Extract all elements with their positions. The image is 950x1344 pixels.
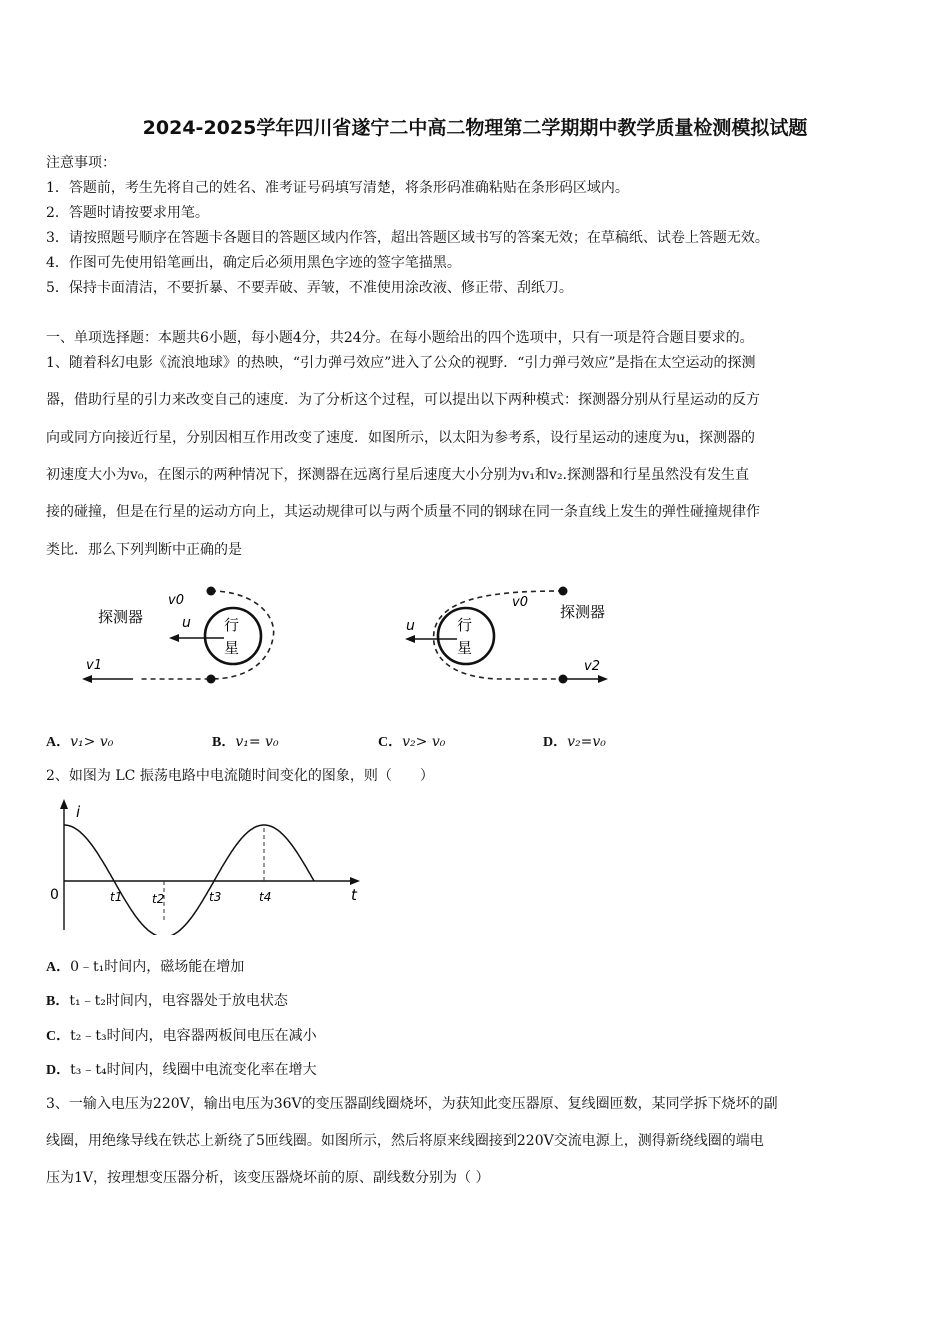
q2-option-c[interactable]: C．t₂﹣t₃时间内，电容器两板间电压在减小 [46, 1028, 317, 1044]
current-curve [64, 825, 314, 935]
slingshot-figure-opposite [78, 580, 288, 695]
q1-option-d[interactable]: D．v₂=v₀ [543, 734, 606, 750]
q3-line: 线圈，用绝缘导线在铁芯上新绕了5匝线圈。如图所示，然后将原来线圈接到220V交流电源上，测得新绕线圈的端电 [46, 1133, 764, 1149]
q1-option-a[interactable]: A．v₁> v₀ [46, 734, 114, 750]
v2-label: v2 [584, 659, 600, 674]
q2-stem: 2、如图为 LC 振荡电路中电流随时间变化的图象，则（ ） [46, 768, 434, 784]
notice-item: 3．请按照题号顺序在答题卡各题目的答题区域内作答，超出答题区域书写的答案无效；在草稿纸、试卷上答题无效。 [46, 230, 769, 246]
t4-label: t4 [259, 890, 272, 904]
slingshot-figure-same [398, 580, 623, 695]
q1-line: 1、随着科幻电影《流浪地球》的热映，“引力弹弓效应”进入了公众的视野．“引力弹弓效应”是指在太空运动的探测 [46, 355, 756, 371]
x-axis-label: t [351, 886, 357, 904]
probe-label: 探测器 [560, 603, 606, 621]
q2-option-d[interactable]: D．t₃﹣t₄时间内，线圈中电流变化率在增大 [46, 1062, 317, 1078]
notice-heading: 注意事项： [46, 155, 116, 171]
t2-label: t2 [152, 892, 165, 906]
q2-option-b[interactable]: B．t₁﹣t₂时间内，电容器处于放电状态 [46, 993, 288, 1009]
q1-option-b[interactable]: B．v₁= v₀ [212, 734, 279, 750]
u-label: u [406, 618, 415, 634]
t1-label: t1 [110, 890, 123, 904]
notice-item: 5．保持卡面清洁，不要折暴、不要弄破、弄皱，不准使用涂改液、修正带、刮纸刀。 [46, 280, 573, 296]
v2-arrowhead [598, 675, 608, 683]
probe-label: 探测器 [98, 608, 144, 626]
t3-label: t3 [209, 890, 222, 904]
q2-option-a[interactable]: A．0﹣t₁时间内，磁场能在增加 [46, 959, 245, 975]
y-axis-label: i [76, 803, 81, 821]
planet-label-bottom: 星 [224, 639, 240, 657]
v1-label: v1 [86, 658, 102, 673]
x-axis-arrowhead [350, 877, 360, 885]
u-arrowhead [405, 635, 415, 643]
lc-current-graph [46, 795, 366, 935]
q1-option-c[interactable]: C．v₂> v₀ [378, 734, 446, 750]
planet-label-bottom: 星 [457, 639, 473, 657]
section-heading: 一、单项选择题：本题共6小题，每小题4分，共24分。在每小题给出的四个选项中，只有一项是符合题目要求的。 [46, 330, 754, 346]
probe-start-dot [207, 587, 216, 596]
u-label: u [182, 615, 191, 631]
q1-line: 接的碰撞，但是在行星的运动方向上，其运动规律可以与两个质量不同的钢球在同一条直线上发生的弹性碰撞规律作 [46, 504, 760, 520]
notice-item: 4．作图可先使用铅笔画出，确定后必须用黑色字迹的签字笔描黑。 [46, 255, 461, 271]
page-title: 2024-2025学年四川省遂宁二中高二物理第二学期期中教学质量检测模拟试题 [142, 117, 808, 139]
y-axis-arrowhead [60, 799, 68, 809]
notice-item: 2．答题时请按要求用笔。 [46, 205, 209, 221]
notice-item: 1．答题前，考生先将自己的姓名、准考证号码填写清楚，将条形码准确粘贴在条形码区域内。 [46, 180, 629, 196]
u-arrowhead [169, 634, 179, 642]
q3-line: 压为1V，按理想变压器分析，该变压器烧坏前的原、副线数分别为（ ） [46, 1170, 490, 1186]
v0-label: v0 [168, 593, 184, 608]
v0-label: v0 [512, 595, 528, 610]
q1-line: 类比．那么下列判断中正确的是 [46, 542, 242, 558]
q1-line: 初速度大小为v₀，在图示的两种情况下，探测器在远离行星后速度大小分别为v₁和v₂.探测器和行星虽然没有发生直 [46, 467, 750, 483]
probe-end-dot [207, 675, 216, 684]
planet-label-top: 行 [224, 616, 240, 634]
origin-label: 0 [50, 887, 59, 903]
q1-line: 向或同方向接近行星，分别因相互作用改变了速度．如图所示，以太阳为参考系，设行星运动的速度为u，探测器的 [46, 430, 756, 446]
q3-line: 3、一输入电压为220V，输出电压为36V的变压器副线圈烧坏，为获知此变压器原、复线圈匝数，某同学拆下烧坏的副 [46, 1096, 778, 1112]
q1-line: 器，借助行星的引力来改变自己的速度．为了分析这个过程，可以提出以下两种模式：探测器分别从行星运动的反方 [46, 392, 760, 408]
v1-arrowhead [82, 675, 92, 683]
planet-label-top: 行 [457, 616, 473, 634]
probe-start-dot [559, 587, 568, 596]
